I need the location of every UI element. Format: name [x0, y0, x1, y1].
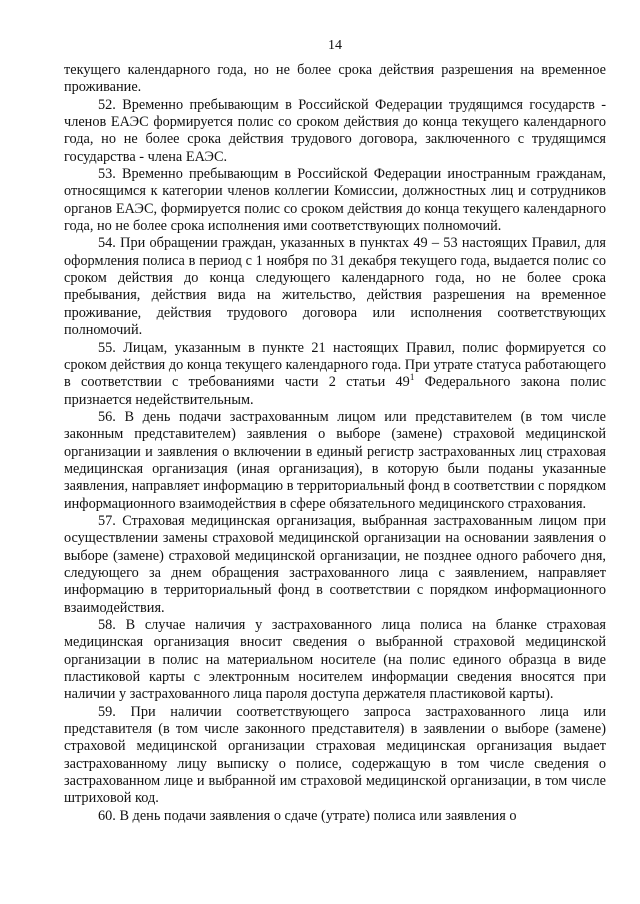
page-number: 14: [328, 38, 342, 53]
paragraph-60: 60. В день подачи заявления о сдаче (утрате) полиса или заявления о: [98, 807, 517, 824]
paragraph-52: 52. Временно пребывающим в Российской Федерации трудящимся государств - членов ЕАЭС формируется полис со сроком действия до конца текущего календарного года, но не более срока действия трудового договора, заключенного с трудящимся государства - члена ЕАЭС.: [64, 96, 606, 165]
paragraph-54: 54. При обращении граждан, указанных в пунктах 49 – 53 настоящих Правил, для оформления полиса в период с 1 ноября по 31 декабря текущего года, выдается полис со сроком действия до конца следующего календарного года, но не более срока пребывания, действия вида на жительство, действия разрешения на временное проживание, действия трудового договора или исполнения соответствующих полномочий.: [64, 235, 606, 339]
paragraph-58: 58. В случае наличия у застрахованного лица полиса на бланке страховая медицинская организация вносит сведения о выбранной страховой медицинской организации в полис на материальном носителе (на полис единого образца в виде пластиковой карты с электронным носителем информации сведения вносятся при наличии у застрахованного лица пароля доступа держателя пластиковой карты).: [64, 617, 606, 703]
paragraph-56: 56. В день подачи застрахованным лицом или представителем (в том числе законным представителем) заявления о выборе (замене) страховой медицинской организации и заявления о включении в единый регистр застрахованных лиц страховая медицинская организация (иная организация), в которую были поданы указанные заявления, направляет информацию в территориальный фонд в соответствии с порядком информационного взаимодействия в сфере обязательного медицинского страхования.: [64, 408, 606, 512]
paragraph-53: 53. Временно пребывающим в Российской Федерации иностранным гражданам, относящимся к категории членов коллегии Комиссии, должностных лиц и сотрудников органов ЕАЭС, формируется полис со сроком действия до конца текущего календарного года, но не более срока исполнения ими соответствующих полномочий.: [64, 166, 606, 235]
paragraph-55: [64, 340, 606, 409]
paragraph-51-continuation: текущего календарного года, но не более срока действия разрешения на временное проживание.: [64, 62, 606, 96]
footnote-superscript: 1: [409, 372, 415, 383]
paragraph-55-text-end: Федерального закона полис признается недействительным.: [64, 374, 606, 408]
paragraph-55-text: 55. Лицам, указанным в пункте 21 настоящих Правил, полис формируется со сроком действия до конца текущего календарного года. При утрате статуса работающего в соответствии с требованиями части 2 статьи 49: [64, 339, 606, 391]
paragraph-59: 59. При наличии соответствующего запроса застрахованного лица или представителя (в том числе законного представителя) в заявлении о выборе (замене) страховой медицинской организации страховая медицинская организация выдает застрахованному лицу выписку о полисе, содержащую в том числе сведения о застрахованном лице и выбранной им страховой медицинской организации, в том числе штриховой код.: [64, 703, 606, 807]
paragraph-57: 57. Страховая медицинская организация, выбранная застрахованным лицом при осуществлении замены страховой медицинской организации на основании заявления о выборе (замене) страховой медицинской организации, не позднее одного рабочего дня, следующего за днем обращения застрахованного лица с заявлением, направляет информацию в территориальный фонд в соответствии с порядком информационного взаимодействия.: [64, 512, 606, 616]
